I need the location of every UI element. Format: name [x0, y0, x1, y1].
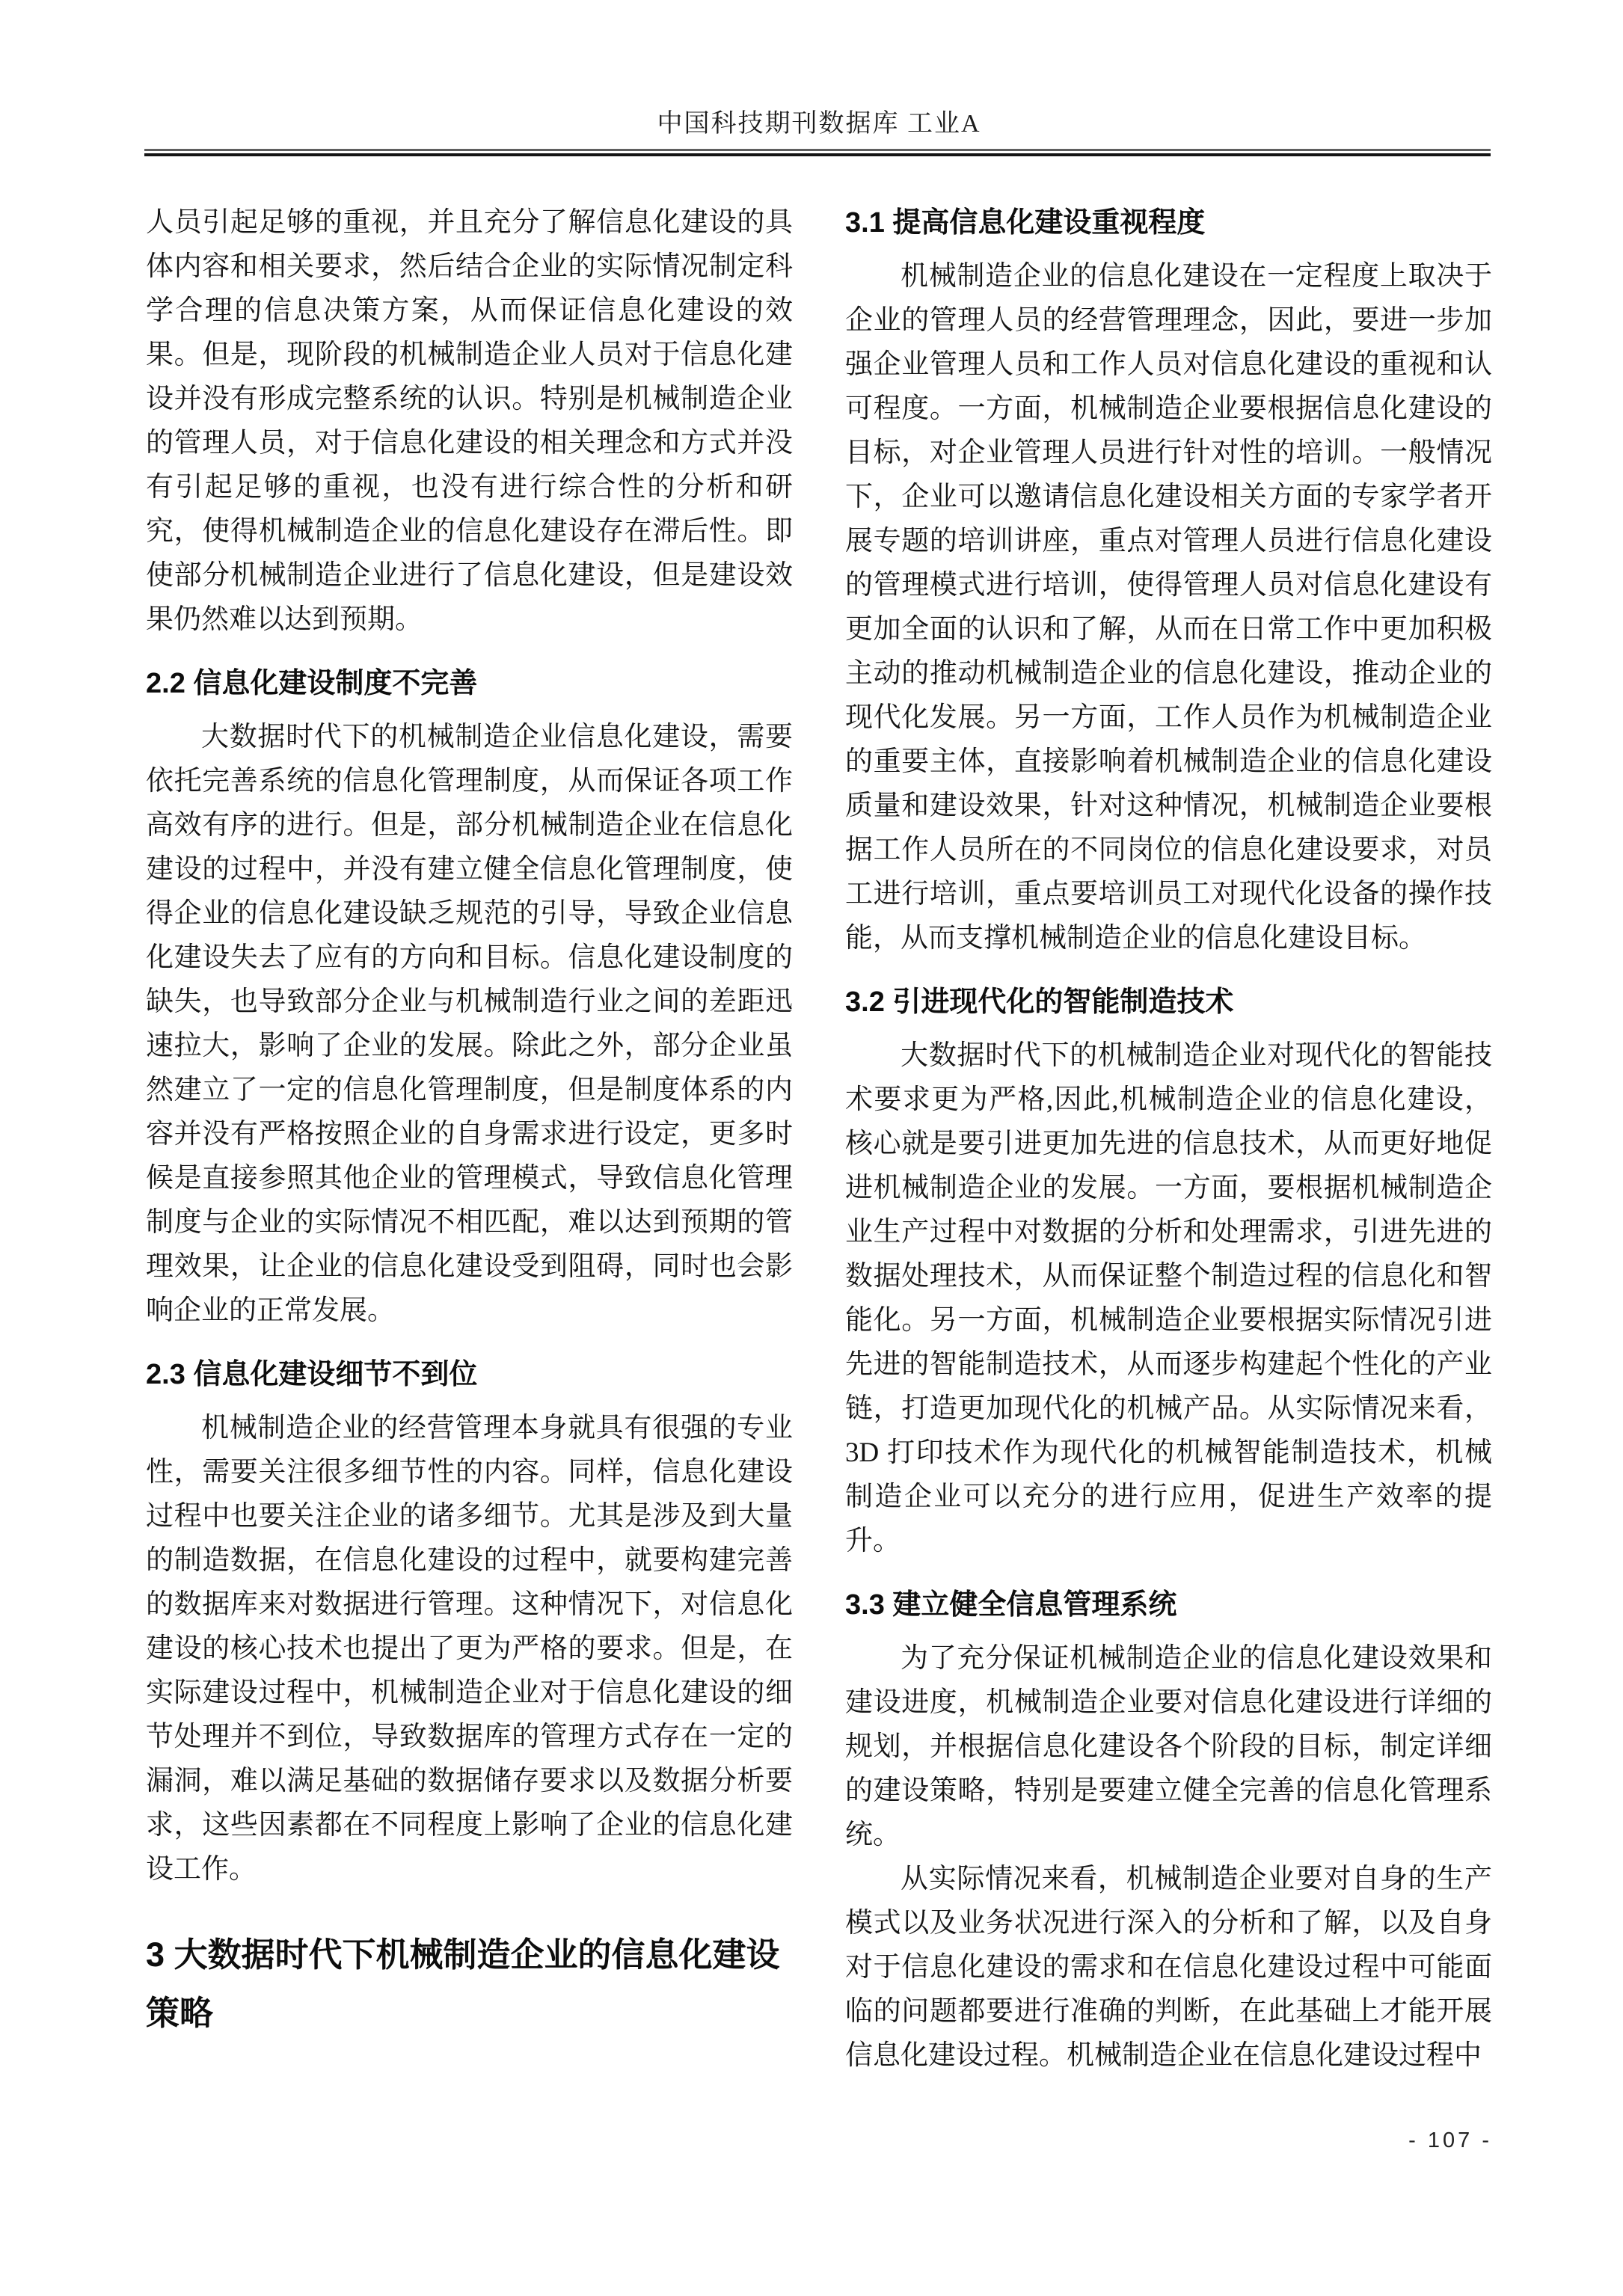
section-heading-2-2: 2.2 信息化建设制度不完善: [146, 668, 478, 699]
chapter-heading-3: 3 大数据时代下机械制造企业的信息化建设策略: [146, 1936, 780, 2032]
paragraph: 从实际情况来看，机械制造企业要对自身的生产模式以及业务状况进行深入的分析和了解，以及自身对于信息化建设的需求和在信息化建设过程中可能面临的问题都要进行准确的判断，在此基础上才能开展信息化建设过程。机械制造企业在信息化建设过程中: [845, 1864, 1492, 2071]
header-rule: [144, 149, 1491, 156]
paragraph: 机械制造企业的经营管理本身就具有很强的专业性，需要关注很多细节性的内容。同样，信息化建设过程中也要关注企业的诸多细节。尤其是涉及到大量的制造数据，在信息化建设的过程中，就要构建完善的数据库来对数据进行管理。这种情况下，对信息化建设的核心技术也提出了更为严格的要求。但是，在实际建设过程中，机械制造企业对于信息化建设的细节处理并不到位，导致数据库的管理方式存在一定的漏洞，难以满足基础的数据储存要求以及数据分析要求，这些因素都在不同程度上影响了企业的信息化建设工作。: [146, 1413, 793, 1885]
paragraph: 大数据时代下的机械制造企业信息化建设，需要依托完善系统的信息化管理制度，从而保证各项工作高效有序的进行。但是，部分机械制造企业在信息化建设的过程中，并没有建立健全信息化管理制度，使得企业的信息化建设缺乏规范的引导，导致企业信息化建设失去了应有的方向和目标。信息化建设制度的缺失，也导致部分企业与机械制造行业之间的差距迅速拉大，影响了企业的发展。除此之外，部分企业虽然建立了一定的信息化管理制度，但是制度体系的内容并没有严格按照企业的自身需求进行设定，更多时候是直接参照其他企业的管理模式，导致信息化管理制度与企业的实际情况不相匹配，难以达到预期的管理效果，让企业的信息化建设受到阻碍，同时也会影响企业的正常发展。: [146, 722, 793, 1326]
left-column: [146, 200, 793, 2042]
two-column-body: [146, 200, 1492, 2078]
paragraph: 为了充分保证机械制造企业的信息化建设效果和建设进度，机械制造企业要对信息化建设进行详细的规划，并根据信息化建设各个阶段的目标，制定详细的建设策略，特别是要建立健全完善的信息化管理系统。: [845, 1643, 1492, 1850]
continued-paragraph: 人员引起足够的重视，并且充分了解信息化建设的具体内容和相关要求，然后结合企业的实际情况制定科学合理的信息决策方案，从而保证信息化建设的效果。但是，现阶段的机械制造企业人员对于信息化建设并没有形成完整系统的认识。特别是机械制造企业的管理人员，对于信息化建设的相关理念和方式并没有引起足够的重视，也没有进行综合性的分析和研究，使得机械制造企业的信息化建设存在滞后性。即使部分机械制造企业进行了信息化建设，但是建设效果仍然难以达到预期。: [146, 207, 793, 635]
section-heading-3-3: 3.3 建立健全信息管理系统: [845, 1589, 1177, 1621]
section-heading-2-3: 2.3 信息化建设细节不到位: [146, 1359, 478, 1390]
paragraph: 大数据时代下的机械制造企业对现代化的智能技术要求更为严格,因此,机械制造企业的信息化建设，核心就是要引进更加先进的信息技术，从而更好地促进机械制造企业的发展。一方面，要根据机械制造企业生产过程中对数据的分析和处理需求，引进先进的数据处理技术，从而保证整个制造过程的信息化和智能化。另一方面，机械制造企业要根据实际情况引进先进的智能制造技术，从而逐步构建起个性化的产业链，打造更加现代化的机械产品。从实际情况来看，3D 打印技术作为现代化的机械智能制造技术，机械制造企业可以充分的进行应用，促进生产效率的提升。: [845, 1040, 1492, 1556]
page-number: - 107 -: [1408, 2128, 1492, 2152]
paragraph: 机械制造企业的信息化建设在一定程度上取决于企业的管理人员的经营管理理念，因此，要进一步加强企业管理人员和工作人员对信息化建设的重视和认可程度。一方面，机械制造企业要根据信息化建设的目标，对企业管理人员进行针对性的培训。一般情况下，企业可以邀请信息化建设相关方面的专家学者开展专题的培训讲座，重点对管理人员进行信息化建设的管理模式进行培训，使得管理人员对信息化建设有更加全面的认识和了解，从而在日常工作中更加积极主动的推动机械制造企业的信息化建设，推动企业的现代化发展。另一方面，工作人员作为机械制造企业的重要主体，直接影响着机械制造企业的信息化建设质量和建设效果，针对这种情况，机械制造企业要根据工作人员所在的不同岗位的信息化建设要求，对员工进行培训，重点要培训员工对现代化设备的操作技能，从而支撑机械制造企业的信息化建设目标。: [845, 261, 1492, 954]
right-column: [845, 200, 1492, 2078]
journal-header-title: 中国科技期刊数据库 工业A: [657, 110, 981, 138]
section-heading-3-2: 3.2 引进现代化的智能制造技术: [845, 986, 1234, 1018]
section-heading-3-1: 3.1 提高信息化建设重视程度: [845, 207, 1206, 239]
